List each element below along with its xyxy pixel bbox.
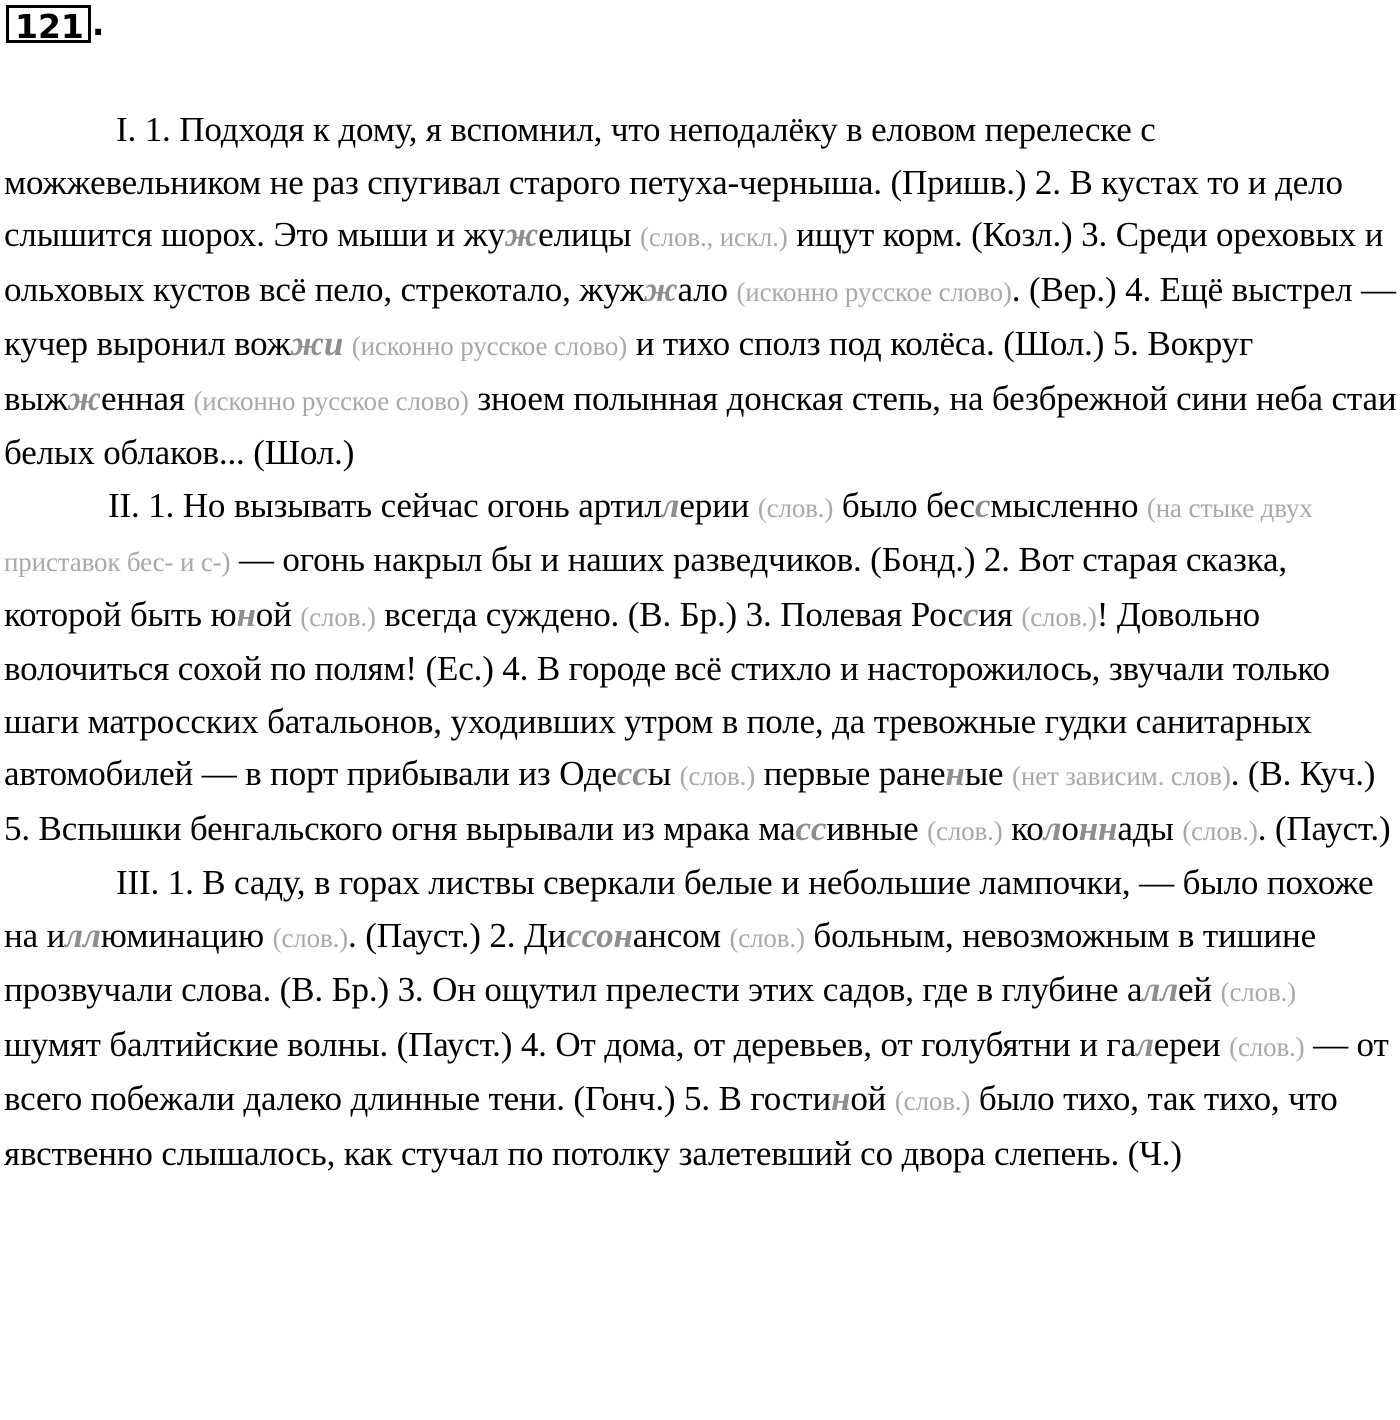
highlighted-letters: л <box>1135 1024 1154 1064</box>
spelling-note: (слов.) <box>757 492 834 523</box>
spelling-note: (исконно русское слово) <box>351 331 628 361</box>
highlighted-letters: лл <box>1142 970 1179 1009</box>
exercise-number <box>6 4 104 44</box>
text-segment: ады <box>1117 808 1183 848</box>
text-segment: ко <box>1002 808 1044 848</box>
text-segment: ой <box>850 1079 895 1118</box>
text-segment: было бес <box>833 485 975 525</box>
highlighted-letters: с <box>962 594 979 634</box>
spelling-note: (слов.) <box>1021 601 1097 632</box>
text-segment: енная <box>100 378 194 418</box>
paragraph-part-1 <box>4 104 1398 480</box>
highlighted-letters: нн <box>1078 808 1118 848</box>
text-segment: II. 1. Но вызывать сейчас огонь артил <box>108 485 662 525</box>
highlighted-letters: ж <box>504 215 539 254</box>
highlighted-letters: ж <box>67 378 101 418</box>
spelling-note: (слов., искл.) <box>640 222 788 252</box>
spelling-note: (на стыке двух приставок бес- и с-) <box>4 492 1313 577</box>
spelling-note: (слов.) <box>927 815 1003 846</box>
text-segment: . (Пауст.) <box>1257 808 1391 848</box>
highlighted-letters: ссо <box>566 915 614 955</box>
highlighted-letters: н <box>831 1079 851 1118</box>
text-segment: — от всего побежали далеко длинные тени. (Гонч.) 5. В гости <box>4 1024 1389 1118</box>
exercise-number-box: 121 <box>6 5 91 43</box>
highlighted-letters: н <box>945 754 965 793</box>
text-segment: I. 1. Подходя к дому, я вспомнил, что неподалёку в еловом перелеске с можжевельником не раз спугивал старого петуха-черныша. (Пришв.) 2. В кустах то и дело слышится шорох. Это мыши и жу <box>4 110 1343 254</box>
spelling-note: (нет зависим. слов) <box>1012 761 1231 791</box>
text-segment: III. 1. В саду, в горах листвы сверкали белые и небольшие лампочки, — было похоже на и <box>4 863 1374 955</box>
text-segment: зноем полынная донская степь, на безбрежной сини неба стаи белых облаков... (Шол.) <box>4 378 1397 472</box>
text-segment: — огонь накрыл бы и наших разведчиков. (Бонд.) 2. Вот старая сказка, которой быть ю <box>4 540 1288 634</box>
highlighted-letters: сс <box>795 808 827 848</box>
text-segment: было тихо, так тихо, что явственно слышалось, как стучал по потолку залетевший со двора слепень. (Ч.) <box>4 1079 1338 1173</box>
highlighted-letters: н <box>613 915 633 955</box>
text-segment: ия <box>978 594 1022 634</box>
text-segment: больным, невозможным в тишине прозвучали слова. (В. Бр.) 3. Он ощутил прелести этих садов, где в глубине а <box>4 915 1316 1009</box>
spelling-note: (слов.) <box>300 601 376 632</box>
text-segment: ерии <box>679 485 758 525</box>
text-segment <box>343 324 352 363</box>
paragraph-part-2 <box>4 480 1398 858</box>
text-segment: ей <box>1178 970 1221 1009</box>
spelling-note: (слов.) <box>1220 977 1296 1007</box>
highlighted-letters: лл <box>65 915 101 955</box>
highlighted-letters: н <box>236 594 256 634</box>
paragraph-part-3 <box>4 857 1398 1180</box>
text-segment: юминацию <box>100 915 273 955</box>
text-segment: мысленно <box>990 485 1147 525</box>
highlighted-letters: ж <box>644 269 678 309</box>
text-segment: первые ране <box>755 754 946 793</box>
text-segment: . (Пауст.) 2. Ди <box>348 915 567 955</box>
text-segment: ереи <box>1153 1024 1230 1064</box>
text-segment: елицы <box>538 215 640 254</box>
spelling-note: (слов.) <box>729 922 805 953</box>
highlighted-letters: л <box>661 485 680 525</box>
spelling-note: (слов.) <box>1229 1031 1305 1062</box>
spelling-note: (слов.) <box>272 922 349 953</box>
spelling-note: (исконно русское слово) <box>193 385 469 416</box>
highlighted-letters: сс <box>616 754 648 793</box>
text-segment: . (В. Куч.) 5. Вспышки бенгальского огня вырывали из мрака ма <box>4 754 1376 848</box>
highlighted-letters: л <box>1043 808 1062 848</box>
text-segment: ! Довольно волочиться сохой по полям! (Ес.) 4. В городе всё стихло и насторожилось, звучали только шаги матросских батальонов, уходивших утром в поле, да тревожные гудки санитарных автомобилей — в порт прибывали из Оде <box>4 594 1330 793</box>
text-segment: всегда суждено. (В. Бр.) 3. Полевая Рос <box>375 594 963 634</box>
text-segment: ивные <box>826 808 928 848</box>
text-segment: ой <box>255 594 301 634</box>
spelling-note: (слов.) <box>679 761 756 791</box>
text-segment: и тихо сполз под колёса. (Шол.) 5. Вокруг выж <box>4 324 1254 418</box>
highlighted-letters: с <box>974 485 991 525</box>
text-segment: ансом <box>632 915 730 955</box>
text-segment: шумят балтийские волны. (Пауст.) 4. От дома, от деревьев, от голубятни и га <box>4 1024 1136 1064</box>
text-segment: о <box>1061 808 1079 848</box>
spelling-note: (слов.) <box>1182 815 1258 846</box>
text-segment: ало <box>677 269 737 309</box>
exercise-number-dot: . <box>91 4 105 43</box>
spelling-note: (исконно русское слово) <box>736 276 1012 307</box>
text-segment: ые <box>964 754 1013 793</box>
highlighted-letters: жи <box>290 324 344 363</box>
exercise-text <box>4 104 1398 1180</box>
spelling-note: (слов.) <box>894 1086 971 1116</box>
text-segment: . (Вер.) 4. Ещё выстрел — кучер выронил вож <box>4 269 1396 363</box>
text-segment: ищут корм. (Козл.) 3. Среди ореховых и ольховых кустов всё пело, стрекотало, жуж <box>4 215 1384 309</box>
text-segment: ы <box>647 754 680 793</box>
